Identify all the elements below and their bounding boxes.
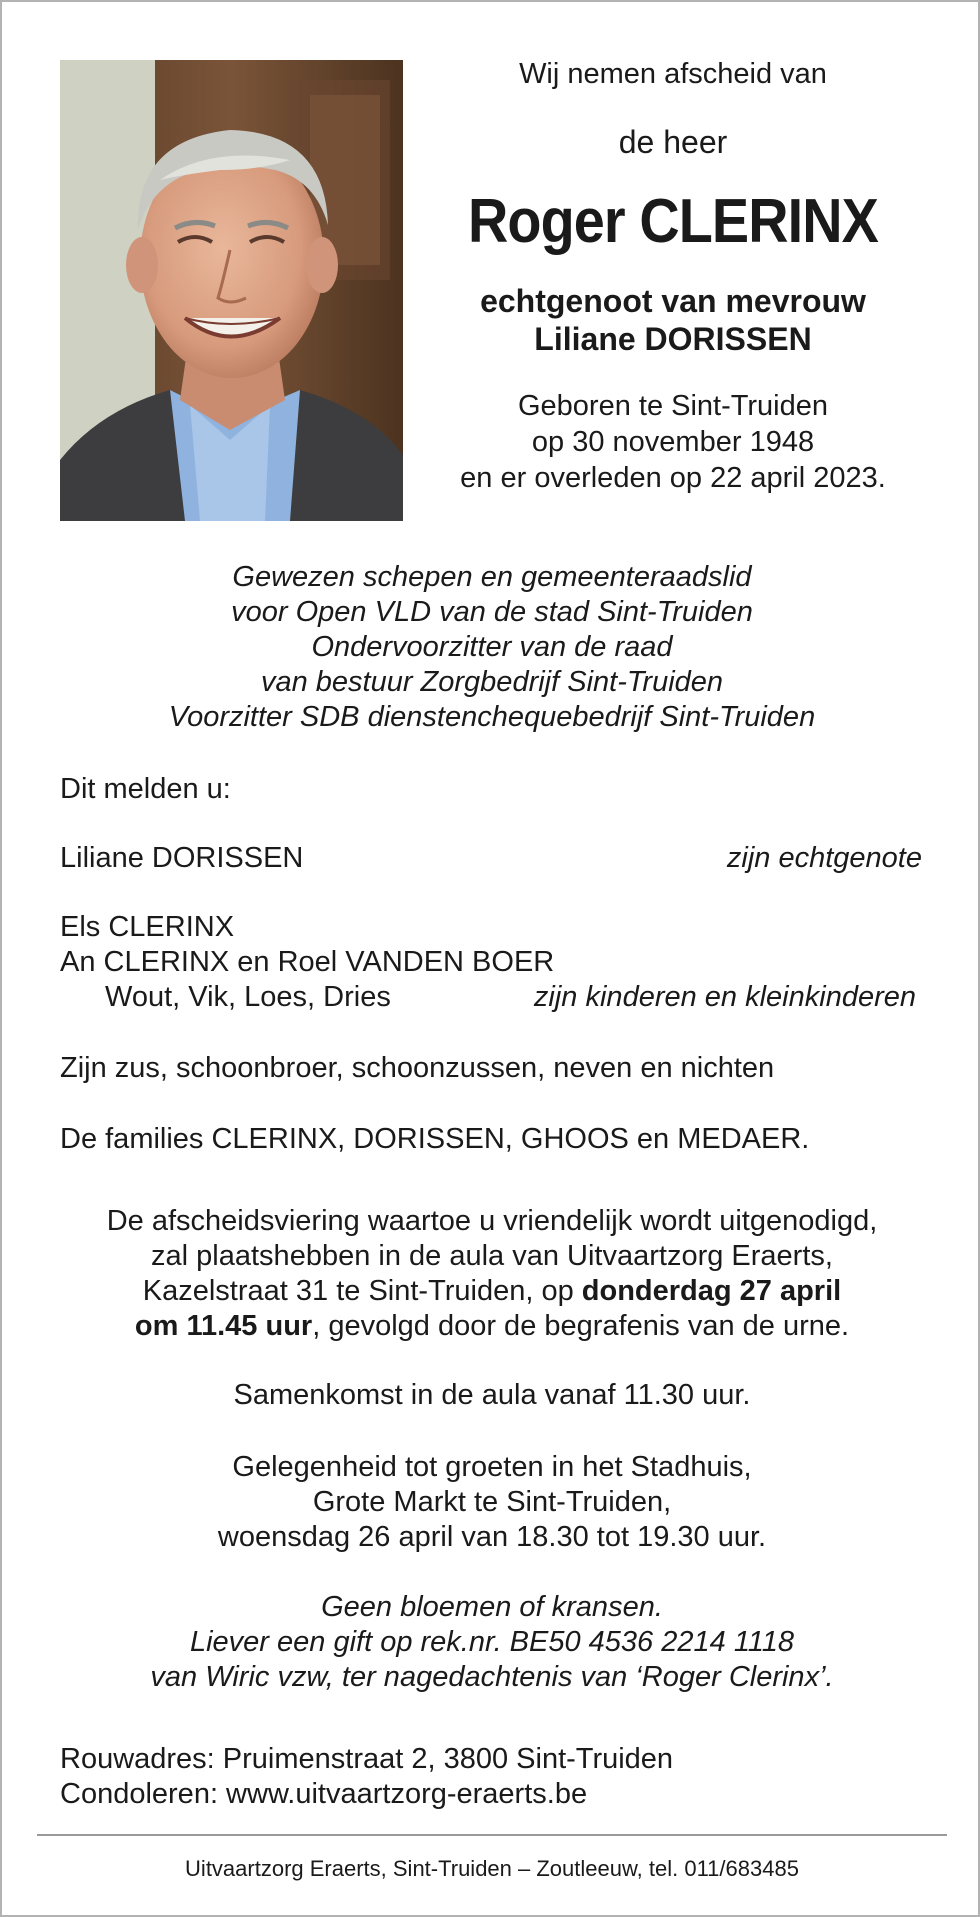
ceremony-date: donderdag 27 april: [581, 1275, 842, 1307]
viewing-line-2: Grote Markt te Sint-Truiden,: [312, 1486, 672, 1518]
spouse-line-2: Liliane DORISSEN: [534, 321, 812, 357]
born-line-1: Geboren te Sint-Truiden: [517, 390, 829, 422]
spouse-role: zijn echtgenote: [726, 842, 922, 874]
gifts-line-1: Geen bloemen of kransen.: [321, 1591, 663, 1623]
siblings-line: Zijn zus, schoonbroer, schoonzussen, neven en nichten: [60, 1052, 775, 1084]
function-line: Voorzitter SDB dienstenchequebedrijf Sint-Truiden: [168, 701, 816, 733]
function-line: Gewezen schepen en gemeenteraadslid: [232, 561, 752, 593]
children-role: zijn kinderen en kleinkinderen: [533, 981, 916, 1013]
condolences-url[interactable]: Condoleren: www.uitvaartzorg-eraerts.be: [60, 1778, 588, 1810]
spouse-row: [60, 841, 922, 876]
gathering-line: Samenkomst in de aula vanaf 11.30 uur.: [233, 1379, 751, 1411]
viewing-line-3: woensdag 26 april van 18.30 tot 19.30 uur.: [217, 1521, 767, 1553]
born-line-3: en er overleden op 22 april 2023.: [460, 462, 886, 494]
function-line: voor Open VLD van de stad Sint-Truiden: [231, 596, 753, 628]
grandchildren-row: [60, 980, 922, 1015]
born-line-2: op 30 november 1948: [531, 426, 815, 458]
ceremony-line-2: zal plaatshebben in de aula van Uitvaartzorg Eraerts,: [151, 1240, 833, 1272]
portrait-illustration: [60, 60, 403, 521]
header-block: [422, 52, 924, 496]
gifts-line-2: Liever een gift op rek.nr. BE50 4536 2214 1118: [189, 1626, 795, 1658]
families-line: De families CLERINX, DORISSEN, GHOOS en MEDAER.: [60, 1123, 810, 1155]
footer-divider: [37, 1834, 947, 1836]
ceremony-burial: , gevolgd door de begrafenis van de urne.: [312, 1310, 850, 1342]
viewing-block: [42, 1450, 942, 1555]
ceremony-location: Kazelstraat 31 te Sint-Truiden, op: [142, 1275, 582, 1307]
child-1: Els CLERINX: [60, 911, 235, 943]
viewing-line-1: Gelegenheid tot groeten in het Stadhuis,: [232, 1451, 752, 1483]
family-intro: Dit melden u:: [60, 773, 231, 805]
portrait-photo: [60, 60, 403, 521]
footer-text: Uitvaartzorg Eraerts, Sint-Truiden – Zoutleeuw, tel. 011/683485: [185, 1856, 799, 1881]
ceremony-line-3: [42, 1274, 942, 1309]
deceased-name: Roger CLERINX: [468, 187, 878, 256]
spouse-line-1: echtgenoot van mevrouw: [480, 283, 866, 319]
ceremony-time: om 11.45 uur: [134, 1310, 313, 1342]
intro-text: Wij nemen afscheid van: [519, 58, 827, 90]
contact-block: [60, 1742, 922, 1812]
gifts-line-3: van Wiric vzw, ter nagedachtenis van ‘Roger Clerinx’.: [150, 1661, 834, 1693]
title-text: de heer: [618, 124, 728, 160]
child-2: An CLERINX en Roel VANDEN BOER: [60, 946, 555, 978]
ceremony-block: [42, 1204, 942, 1413]
spouse-name: Liliane DORISSEN: [60, 842, 304, 874]
ceremony-line-1: De afscheidsviering waartoe u vriendelijk wordt uitgenodigd,: [106, 1205, 878, 1237]
function-line: van bestuur Zorgbedrijf Sint-Truiden: [260, 666, 724, 698]
grandchildren-names: Wout, Vik, Loes, Dries: [105, 981, 391, 1013]
family-block: [60, 772, 922, 1157]
ceremony-line-4: [42, 1309, 942, 1344]
gifts-block: [42, 1590, 942, 1695]
functions-block: [42, 560, 942, 735]
function-line: Ondervoorzitter van de raad: [311, 631, 673, 663]
mourning-address: Rouwadres: Pruimenstraat 2, 3800 Sint-Truiden: [60, 1743, 674, 1775]
